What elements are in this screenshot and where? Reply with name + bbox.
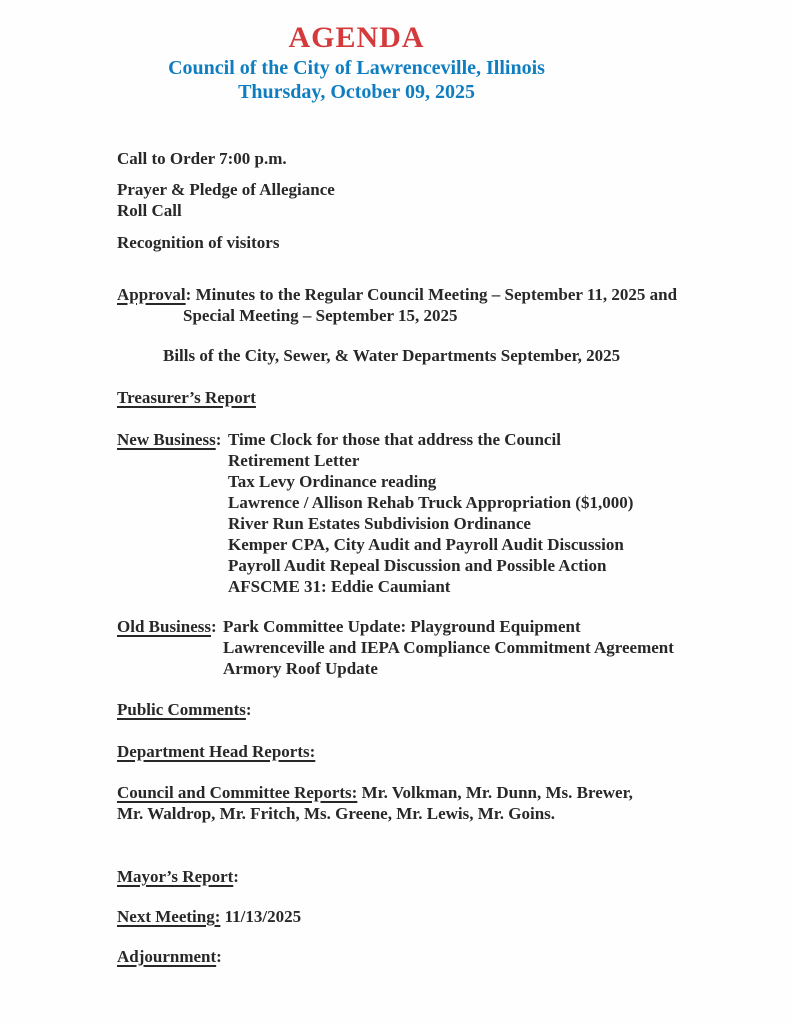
approval-line1: [117, 284, 755, 305]
next-meeting: [117, 906, 755, 927]
new-business-item: Kemper CPA, City Audit and Payroll Audit Discussion: [228, 535, 624, 554]
public-comments-colon: :: [245, 700, 252, 719]
mayors-report-colon: :: [233, 867, 239, 886]
bills-line: Bills of the City, Sewer, & Water Departments September, 2025: [163, 346, 621, 365]
meeting-date: Thursday, October 09, 2025: [238, 81, 475, 103]
council-reports-names1: Mr. Volkman, Mr. Dunn, Ms. Brewer,: [361, 783, 633, 802]
new-business-item: AFSCME 31: Eddie Caumiant: [228, 577, 451, 596]
next-meeting-label: Next Meeting:: [117, 907, 221, 926]
old-business-item: Lawrenceville and IEPA Compliance Commitment Agreement: [223, 638, 674, 657]
old-business-label-cell: [117, 616, 223, 637]
treasurers-report: [117, 387, 755, 408]
roll-call: Roll Call: [117, 201, 182, 220]
approval-colon: :: [185, 285, 192, 304]
document-header: [0, 0, 791, 104]
mayors-report-label: Mayor’s Report: [117, 867, 234, 886]
new-business-item: Tax Levy Ordinance reading: [228, 472, 437, 491]
new-business-items: [228, 429, 755, 597]
prayer-pledge: Prayer & Pledge of Allegiance: [117, 180, 335, 199]
agenda-body: [0, 148, 791, 967]
prayer-rollcall-block: [117, 179, 755, 221]
recognition-of-visitors: Recognition of visitors: [117, 233, 280, 252]
new-business-item: Lawrence / Allison Rehab Truck Appropriation ($1,000): [228, 493, 634, 512]
council-reports-names2: Mr. Waldrop, Mr. Fritch, Ms. Greene, Mr. Lewis, Mr. Goins.: [117, 804, 556, 823]
page-title: AGENDA: [288, 21, 425, 54]
old-business-label: Old Business: [117, 617, 212, 636]
new-business-item: River Run Estates Subdivision Ordinance: [228, 514, 531, 533]
new-business-colon: :: [215, 430, 222, 449]
call-to-order: Call to Order 7:00 p.m.: [117, 149, 287, 168]
adjournment-label: Adjournment: [117, 947, 217, 966]
new-business-item: Retirement Letter: [228, 451, 360, 470]
approval-section: [117, 284, 755, 326]
old-business-colon: :: [211, 617, 217, 636]
mayors-report: [117, 866, 755, 887]
new-business-item: Payroll Audit Repeal Discussion and Possible Action: [228, 556, 607, 575]
council-committee-reports: [117, 782, 755, 824]
new-business-label: New Business: [117, 430, 216, 449]
department-head-reports: [117, 741, 755, 762]
approval-label: Approval: [117, 285, 186, 304]
adjournment: [117, 946, 755, 967]
approval-text: Minutes to the Regular Council Meeting – September 11, 2025 and: [195, 285, 678, 304]
old-business-items: [223, 616, 755, 679]
new-business-label-cell: [117, 429, 228, 450]
council-subtitle: Council of the City of Lawrenceville, Illinois: [168, 57, 545, 79]
approval-line2: Special Meeting – September 15, 2025: [183, 306, 458, 325]
old-business-section: [117, 616, 755, 679]
adjournment-colon: :: [216, 947, 222, 966]
council-reports-label: Council and Committee Reports:: [117, 783, 358, 802]
new-business-section: [117, 429, 755, 597]
new-business-item: Time Clock for those that address the Council: [228, 430, 561, 449]
old-business-item: Park Committee Update: Playground Equipment: [223, 617, 581, 636]
public-comments-label: Public Comments: [117, 700, 246, 719]
treasurers-report-label: Treasurer’s Report: [117, 388, 256, 407]
council-reports-line1: [117, 782, 755, 803]
department-head-reports-label: Department Head Reports:: [117, 742, 316, 761]
public-comments: [117, 699, 755, 720]
old-business-item: Armory Roof Update: [223, 659, 378, 678]
next-meeting-date: 11/13/2025: [224, 907, 302, 926]
